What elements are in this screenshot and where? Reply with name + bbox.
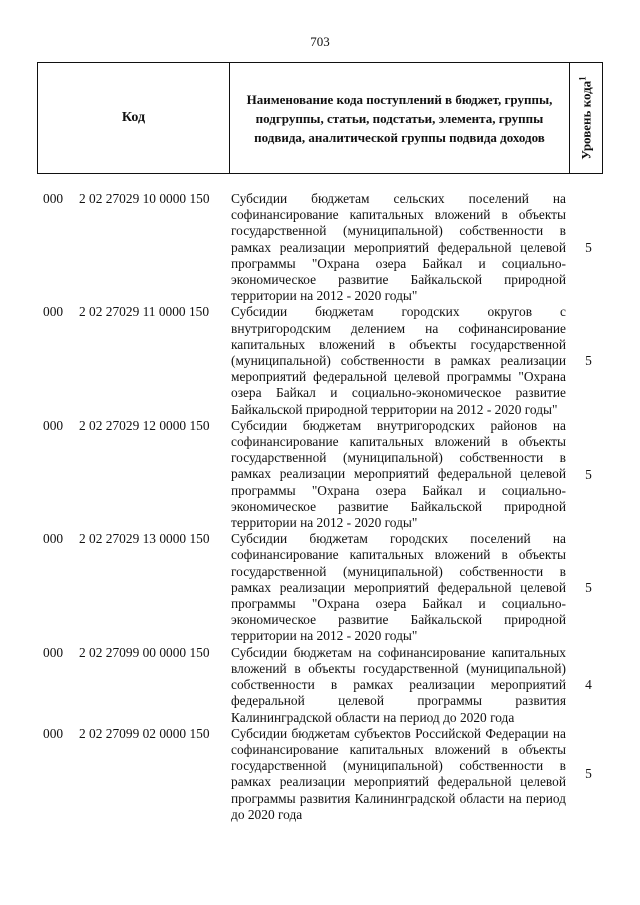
table-row xyxy=(37,191,603,304)
table-row xyxy=(37,304,603,417)
row-prefix: 000 xyxy=(43,304,64,320)
table-row xyxy=(37,418,603,531)
table-row xyxy=(37,726,603,823)
row-prefix: 000 xyxy=(43,531,64,547)
row-level: 5 xyxy=(585,353,592,369)
table-body xyxy=(37,191,603,823)
row-prefix: 000 xyxy=(43,191,64,206)
row-code: 2 02 27029 12 0000 150 xyxy=(79,417,210,433)
row-code: 2 02 27099 02 0000 150 xyxy=(79,725,210,741)
header-code: Код xyxy=(38,63,230,173)
page-number: 703 xyxy=(310,34,330,49)
row-code: 2 02 27099 00 0000 150 xyxy=(79,644,210,660)
row-level: 5 xyxy=(585,579,592,595)
row-level: 5 xyxy=(585,466,592,482)
row-level: 4 xyxy=(585,677,592,693)
row-code: 2 02 27029 11 0000 150 xyxy=(79,304,210,320)
header-level-footnote: 1 xyxy=(577,76,588,81)
row-level: 5 xyxy=(585,766,592,782)
row-name: Субсидии бюджетам на софинансирование капитальных вложений в объекты государственной (муниципальной) собственности в рамках реализации мероприятий федеральной целевой программы развития Калининградской области на период до 2020 года xyxy=(231,644,566,725)
row-code: 2 02 27029 10 0000 150 xyxy=(79,191,210,206)
row-code: 2 02 27029 13 0000 150 xyxy=(79,531,210,547)
row-name: Субсидии бюджетам внутригородских районов на софинансирование капитальных вложений в объекты государственной (муниципальной) собственности в рамках реализации мероприятий федеральной целевой программы "Охрана озера Байкал и социально-экономическое развитие Байкальской природной территории на 2012 - 2020 годы" xyxy=(231,417,566,531)
row-level: 5 xyxy=(585,239,592,255)
row-prefix: 000 xyxy=(43,725,64,741)
row-name: Субсидии бюджетам субъектов Российской Федерации на софинансирование капитальных вложений в объекты государственной (муниципальной) собственности в рамках реализации мероприятий федеральной целевой программы развития Калининградской области на период до 2020 года xyxy=(231,725,566,822)
header-level-label: Уровень кода xyxy=(578,80,594,160)
table-row xyxy=(37,645,603,726)
table-header xyxy=(37,62,603,174)
row-name: Субсидии бюджетам сельских поселений на софинансирование капитальных вложений в объекты государственной (муниципальной) собственности в рамках реализации мероприятий федеральной целевой программы "Охрана озера Байкал и социально-экономическое развитие Байкальской природной территории на 2012 - 2020 годы" xyxy=(231,191,566,304)
table-row xyxy=(37,531,603,644)
row-name: Субсидии бюджетам городских поселений на софинансирование капитальных вложений в объекты государственной (муниципальной) собственности в рамках реализации мероприятий федеральной целевой программы "Охрана озера Байкал и социально-экономическое развитие Байкальской природной территории на 2012 - 2020 годы" xyxy=(231,531,566,644)
row-prefix: 000 xyxy=(43,417,64,433)
header-level xyxy=(570,63,602,173)
row-prefix: 000 xyxy=(43,644,64,660)
header-name: Наименование кода поступлений в бюджет, группы, подгруппы, статьи, подстатьи, элемента, группы подвида, аналитической группы подвида доходов xyxy=(230,63,570,173)
row-name: Субсидии бюджетам городских округов с внутригородским делением на софинансирование капитальных вложений в объекты государственной (муниципальной) собственности в рамках реализации мероприятий федеральной целевой программы "Охрана озера Байкал и социально-экономическое развитие Байкальской природной территории на 2012 - 2020 годы" xyxy=(231,304,566,417)
